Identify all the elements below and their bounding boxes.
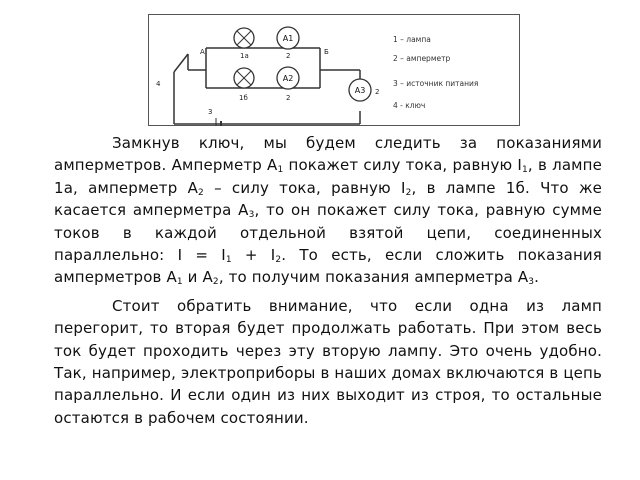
ammeter-a1-icon <box>277 27 299 49</box>
lamp-icon-bottom <box>234 68 254 88</box>
p1-sub: 1 <box>521 165 528 176</box>
p1-text: , то он покажет силу тока, равную сумме токов в каждой отдельной взятой цепи, соединенных параллельно: I = I <box>54 201 602 265</box>
circuit-figure <box>148 14 520 126</box>
p1-text: + I <box>231 246 276 265</box>
ammeter-a3-icon <box>349 79 371 101</box>
p1-text: , то получим показания амперметра А <box>218 268 529 287</box>
p1-text: , в лампе 1б. Что же касается амперметра А <box>54 178 602 220</box>
p1-sub: 1 <box>225 255 232 266</box>
lamp-bottom-label: 1б <box>239 94 248 102</box>
ammeter-a3-label: A3 <box>354 86 366 95</box>
legend-item-2: 2 – амперметр <box>393 54 451 63</box>
p1-sub: 1 <box>277 165 284 176</box>
key-number-label: 4 <box>156 80 161 88</box>
p1-sub: 3 <box>248 210 255 221</box>
source-number-label: 3 <box>208 108 213 116</box>
p1-text: и А <box>182 268 213 287</box>
circuit-diagram <box>148 14 520 126</box>
lamp-top-label: 1а <box>240 52 249 60</box>
key-switch <box>174 54 188 72</box>
p1-text: , в лампе 1а, амперметр А <box>54 156 602 197</box>
node-a-label: А <box>200 48 205 56</box>
meter-bottom-number-label: 2 <box>286 94 291 102</box>
p1-sub: 2 <box>197 187 204 198</box>
p1-sub: 3 <box>528 277 535 288</box>
p1-text: – силу тока, равную I <box>203 178 406 197</box>
p1-text: Замкнув ключ, мы будем следить за показаниями амперметров. Амперметр А <box>54 134 602 175</box>
ammeter-a1-label: A1 <box>282 34 294 43</box>
meter-top-number-label: 2 <box>286 52 291 60</box>
meter-right-number-label: 2 <box>375 88 380 96</box>
legend-item-1: 1 – лампа <box>393 35 431 44</box>
legend-item-3: 3 – источник питания <box>393 79 479 88</box>
article-text <box>54 132 602 429</box>
ammeter-a2-icon <box>277 67 299 89</box>
p1-sub: 1 <box>176 277 183 288</box>
ammeter-a2-label: A2 <box>282 74 294 83</box>
p1-text: покажет силу тока, равную I <box>283 156 522 175</box>
p1-sub: 2 <box>212 277 219 288</box>
p1-text: . То есть, если сложить показания амперметров А <box>54 246 602 287</box>
p1-sub: 2 <box>275 255 282 266</box>
p1-text: . <box>534 268 540 287</box>
legend-item-4: 4 - ключ <box>393 101 426 110</box>
paragraph-1 <box>54 132 602 289</box>
p1-sub: 2 <box>405 187 412 198</box>
paragraph-2: Стоит обратить внимание, что если одна из ламп перегорит, то вторая будет продолжать работать. При этом весь ток будет проходить через эту вторую лампу. Это очень удобно. Так, например, электроприборы в наших домах включаются в цепь параллельно. И если один из них выходит из строя, то остальные остаются в рабочем состоянии. <box>54 296 602 427</box>
lamp-icon-top <box>234 28 254 48</box>
node-b-label: Б <box>324 48 329 56</box>
